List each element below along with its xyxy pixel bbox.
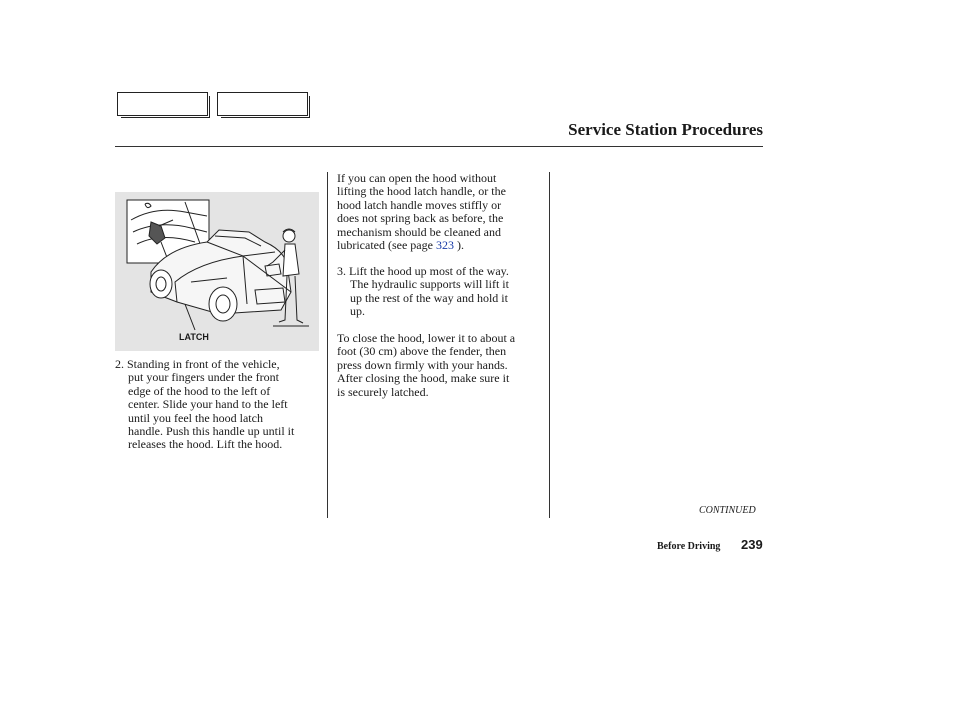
column-divider: [327, 172, 328, 518]
step-2-line: put your fingers under the front: [128, 370, 279, 385]
paragraph-line: does not spring back as before, the: [337, 211, 504, 226]
nav-tab-1[interactable]: [117, 92, 208, 116]
paragraph-line: foot (30 cm) above the fender, then: [337, 344, 507, 359]
nav-tab-2[interactable]: [217, 92, 308, 116]
hood-latch-illustration: [115, 192, 319, 351]
paragraph-line: To close the hood, lower it to about a: [337, 331, 516, 345]
header-rule: [115, 146, 763, 147]
close-hood-paragraph: [337, 332, 515, 399]
paragraph-line: After closing the hood, make sure it: [337, 371, 510, 386]
step-2-line: 2. Standing in front of the vehicle,: [115, 357, 280, 371]
column-divider: [549, 172, 550, 518]
step-3-line: up the rest of the way and hold it: [350, 290, 508, 305]
paragraph-line: hood latch handle moves stiffly or: [337, 197, 502, 212]
page-number: 239: [741, 537, 763, 552]
step-2-line: edge of the hood to the left of: [128, 383, 271, 398]
step-2-text: [115, 358, 294, 452]
section-title: Service Station Procedures: [568, 120, 763, 139]
step-3-line: up.: [350, 304, 365, 319]
paragraph-line: lifting the hood latch handle, or the: [337, 184, 506, 199]
step-3-line: 3. Lift the hood up most of the way.: [337, 264, 509, 278]
step-2-line: releases the hood. Lift the hood.: [128, 437, 283, 452]
step-2-line: center. Slide your hand to the left: [128, 397, 288, 412]
paragraph-line: mechanism should be cleaned and: [337, 224, 501, 239]
step-3-text: [337, 265, 509, 319]
paragraph-line: If you can open the hood without: [337, 171, 497, 185]
line-suffix: ).: [453, 238, 464, 253]
paragraph-line: press down firmly with your hands.: [337, 357, 508, 372]
footer-section-name: Before Driving: [657, 541, 721, 552]
hood-latch-maintenance-paragraph: [337, 172, 506, 252]
line-prefix: lubricated (see page: [337, 238, 436, 253]
continued-label: CONTINUED: [699, 505, 756, 516]
step-2-line: handle. Push this handle up until it: [128, 424, 295, 439]
paragraph-line: is securely latched.: [337, 384, 429, 399]
page-reference-link[interactable]: 323: [435, 238, 454, 253]
latch-label: LATCH: [179, 332, 209, 342]
paragraph-line: [337, 239, 506, 252]
step-3-line: The hydraulic supports will lift it: [350, 277, 509, 292]
step-2-line: until you feel the hood latch: [128, 410, 263, 425]
car-hood-drawing: [115, 192, 319, 351]
